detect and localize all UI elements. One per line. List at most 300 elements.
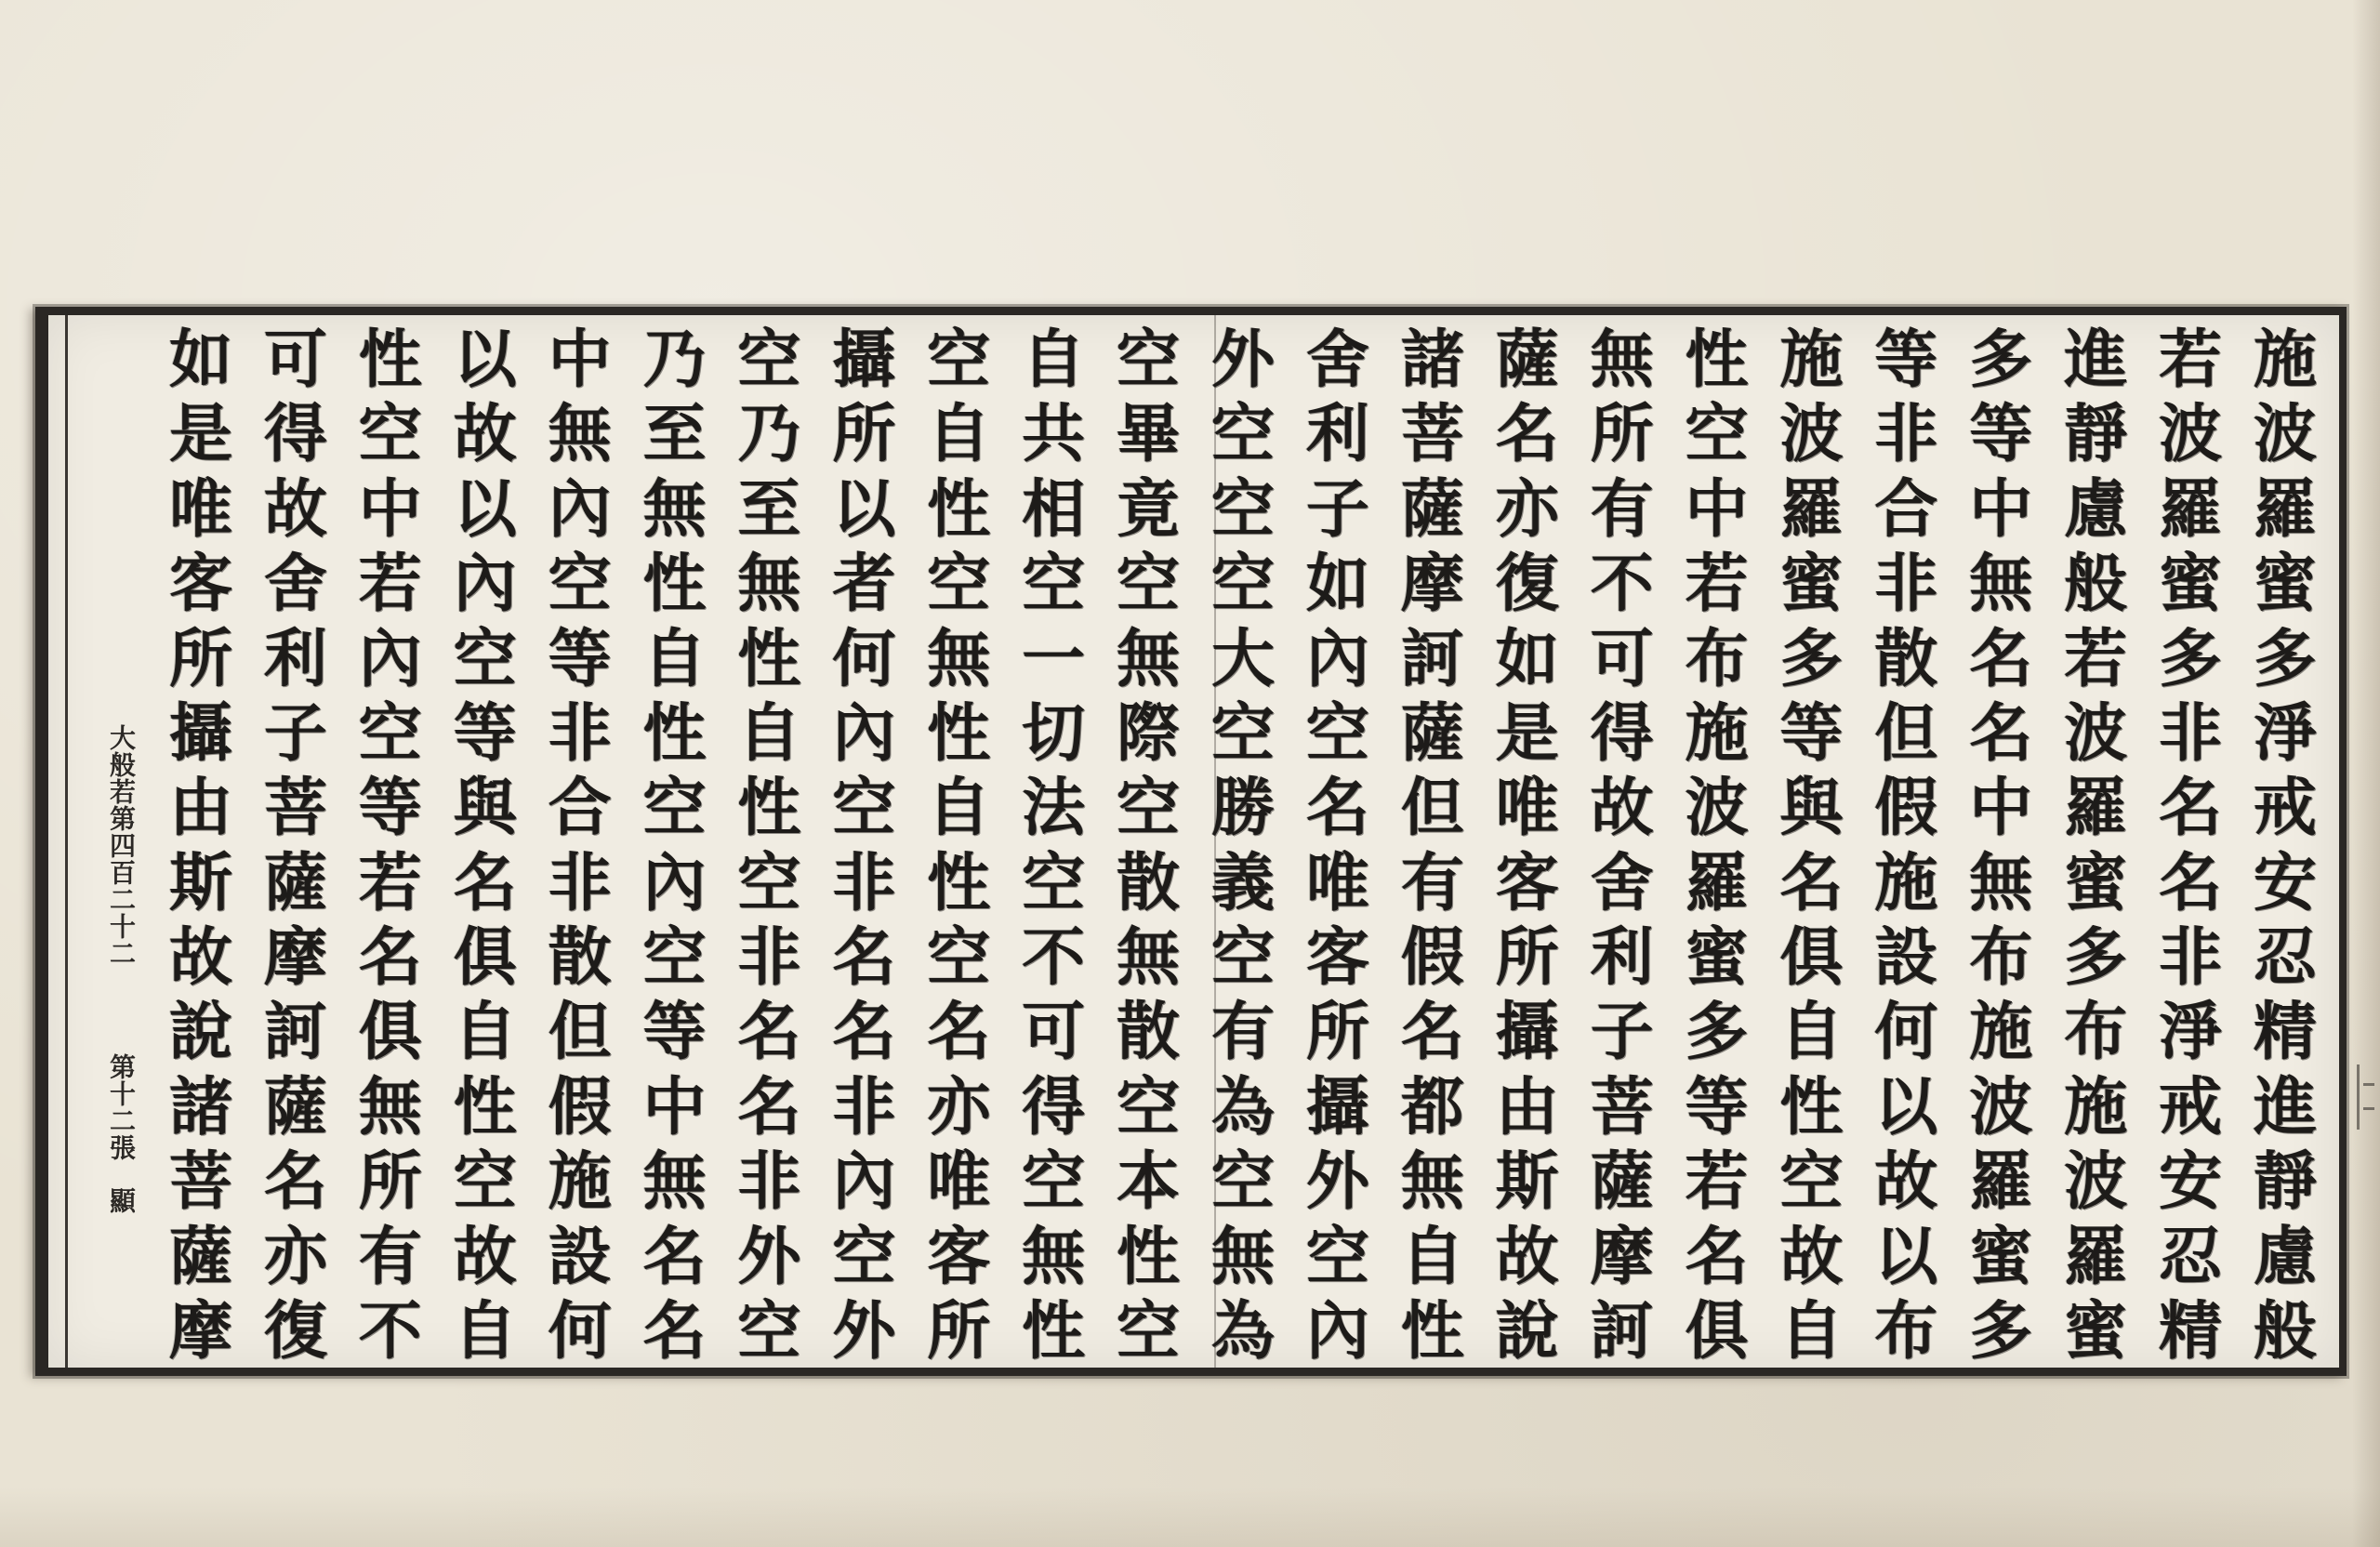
text-glyph: 名 [737, 996, 801, 1070]
printed-block-frame [35, 307, 2347, 1376]
text-glyph: 者 [832, 548, 896, 622]
text-glyph: 空 [1117, 548, 1181, 622]
text-glyph: 無 [737, 548, 801, 622]
text-glyph: 故 [1779, 1220, 1844, 1294]
text-glyph: 安 [2253, 846, 2317, 920]
text-glyph: 何 [832, 622, 896, 696]
text-column [1676, 324, 1758, 1368]
text-glyph: 薩 [168, 1220, 232, 1294]
text-column [918, 324, 999, 1368]
text-glyph: 內 [358, 622, 422, 696]
text-glyph: 性 [1117, 1220, 1181, 1294]
text-glyph: 若 [2064, 622, 2128, 696]
text-column [634, 324, 716, 1368]
text-glyph: 諸 [1400, 324, 1464, 397]
text-glyph: 切 [1022, 696, 1086, 771]
text-glyph: 客 [1495, 846, 1559, 920]
text-glyph: 非 [548, 846, 612, 920]
text-glyph: 舍 [1590, 846, 1654, 920]
text-glyph: 名 [1969, 622, 2033, 696]
text-column [539, 324, 621, 1368]
text-glyph: 故 [453, 398, 517, 472]
text-glyph: 安 [2159, 1145, 2223, 1220]
text-glyph: 合 [1874, 472, 1938, 547]
text-glyph: 自 [642, 622, 707, 696]
text-glyph: 般 [2253, 1294, 2317, 1368]
text-column [2055, 324, 2136, 1368]
page-bottom-edge [0, 1488, 2380, 1547]
text-glyph: 無 [1117, 921, 1181, 995]
text-glyph: 薩 [263, 846, 327, 920]
text-glyph: 若 [358, 846, 422, 920]
text-glyph: 無 [1210, 1220, 1275, 1294]
text-glyph: 由 [168, 772, 232, 846]
text-glyph: 名 [453, 846, 517, 920]
text-glyph: 相 [1022, 472, 1086, 547]
text-column [1865, 324, 1947, 1368]
text-glyph: 性 [737, 772, 801, 846]
text-glyph: 以 [453, 472, 517, 547]
text-glyph: 可 [263, 324, 327, 397]
text-glyph: 名 [1495, 398, 1559, 472]
text-glyph: 空 [927, 548, 991, 622]
text-glyph: 波 [1685, 772, 1749, 846]
text-glyph: 空 [1685, 398, 1749, 472]
text-glyph: 名 [1305, 772, 1369, 846]
text-glyph: 無 [1400, 1145, 1464, 1220]
text-glyph: 如 [1495, 622, 1559, 696]
text-glyph: 有 [1210, 996, 1275, 1070]
text-glyph: 所 [1305, 996, 1369, 1070]
text-glyph: 俱 [453, 921, 517, 995]
text-glyph: 施 [1969, 996, 2033, 1070]
page-fold-shadow [2352, 0, 2380, 1547]
text-column [2149, 324, 2231, 1368]
text-glyph: 性 [1779, 1070, 1844, 1144]
text-glyph: 蜜 [1779, 548, 1844, 622]
text-glyph: 忍 [2253, 921, 2317, 995]
text-glyph: 空 [927, 921, 991, 995]
text-glyph: 等 [358, 772, 422, 846]
text-glyph: 竟 [1117, 472, 1181, 547]
text-glyph: 唯 [1495, 772, 1559, 846]
text-column [1960, 324, 2042, 1368]
text-glyph: 訶 [1400, 622, 1464, 696]
text-glyph: 波 [2064, 1145, 2128, 1220]
text-column [1297, 324, 1379, 1368]
text-glyph: 復 [1495, 548, 1559, 622]
text-glyph: 若 [2159, 324, 2223, 397]
text-glyph: 名 [927, 996, 991, 1070]
text-glyph: 無 [358, 1070, 422, 1144]
text-glyph: 性 [642, 548, 707, 622]
margin-carver-mark: 顯 [106, 1187, 137, 1214]
text-glyph: 性 [927, 472, 991, 547]
text-glyph: 所 [832, 398, 896, 472]
text-glyph: 設 [548, 1220, 612, 1294]
text-glyph: 義 [1210, 846, 1275, 920]
text-glyph: 可 [1590, 622, 1654, 696]
text-glyph: 空 [1117, 1294, 1181, 1368]
text-glyph: 俱 [1685, 1294, 1749, 1368]
text-glyph: 中 [358, 472, 422, 547]
text-column [728, 324, 810, 1368]
text-glyph: 施 [1779, 324, 1844, 397]
text-glyph: 多 [2159, 622, 2223, 696]
text-glyph: 但 [548, 996, 612, 1070]
text-glyph: 蜜 [1969, 1220, 2033, 1294]
text-glyph: 精 [2159, 1294, 2223, 1368]
margin-page-number: 第十二張 [106, 1053, 137, 1161]
text-column [1770, 324, 1852, 1368]
text-glyph: 菩 [1590, 1070, 1654, 1144]
text-glyph: 內 [1305, 622, 1369, 696]
text-glyph: 故 [1590, 772, 1654, 846]
text-glyph: 有 [358, 1220, 422, 1294]
text-glyph: 空 [1210, 472, 1275, 547]
text-glyph: 進 [2064, 324, 2128, 397]
text-glyph: 非 [737, 1145, 801, 1220]
text-glyph: 客 [927, 1220, 991, 1294]
text-glyph: 等 [1874, 324, 1938, 397]
text-glyph: 摩 [1400, 548, 1464, 622]
text-glyph: 唯 [168, 472, 232, 547]
text-glyph: 故 [263, 472, 327, 547]
text-glyph: 空 [1305, 1220, 1369, 1294]
text-glyph: 為 [1210, 1070, 1275, 1144]
text-glyph: 羅 [2253, 472, 2317, 547]
text-glyph: 散 [1117, 846, 1181, 920]
text-glyph: 空 [548, 548, 612, 622]
text-glyph: 施 [1874, 846, 1938, 920]
text-glyph: 空 [1210, 1145, 1275, 1220]
text-column [1581, 324, 1663, 1368]
text-glyph: 名 [263, 1145, 327, 1220]
text-glyph: 蜜 [2253, 548, 2317, 622]
text-glyph: 至 [642, 398, 707, 472]
text-glyph: 與 [1779, 772, 1844, 846]
text-glyph: 多 [1779, 622, 1844, 696]
text-glyph: 無 [1022, 1220, 1086, 1294]
text-glyph: 多 [1685, 996, 1749, 1070]
text-glyph: 蜜 [2064, 846, 2128, 920]
text-glyph: 空 [453, 622, 517, 696]
text-glyph: 得 [1022, 1070, 1086, 1144]
text-glyph: 多 [1969, 1294, 2033, 1368]
text-glyph: 以 [1874, 1220, 1938, 1294]
text-glyph: 畢 [1117, 398, 1181, 472]
text-glyph: 唯 [1305, 846, 1369, 920]
text-glyph: 但 [1874, 696, 1938, 771]
text-glyph: 進 [2253, 1070, 2317, 1144]
text-column [255, 324, 337, 1368]
text-glyph: 外 [1210, 324, 1275, 397]
text-glyph: 空 [832, 1220, 896, 1294]
text-column [444, 324, 526, 1368]
text-glyph: 布 [1685, 622, 1749, 696]
text-glyph: 訶 [1590, 1294, 1654, 1368]
text-glyph: 慮 [2064, 472, 2128, 547]
text-glyph: 淨 [2159, 996, 2223, 1070]
text-column [1487, 324, 1568, 1368]
text-glyph: 法 [1022, 772, 1086, 846]
text-glyph: 攝 [832, 324, 896, 397]
text-glyph: 外 [1305, 1145, 1369, 1220]
text-glyph: 名 [642, 1294, 707, 1368]
text-column [1107, 324, 1189, 1368]
text-glyph: 故 [1495, 1220, 1559, 1294]
text-glyph: 等 [1779, 696, 1844, 771]
text-glyph: 勝 [1210, 772, 1275, 846]
text-glyph: 無 [1590, 324, 1654, 397]
text-glyph: 摩 [263, 921, 327, 995]
text-glyph: 利 [263, 622, 327, 696]
text-glyph: 性 [1685, 324, 1749, 397]
text-glyph: 布 [1969, 921, 2033, 995]
text-glyph: 性 [927, 696, 991, 771]
text-glyph: 非 [832, 846, 896, 920]
text-glyph: 羅 [1685, 846, 1749, 920]
text-glyph: 無 [1969, 846, 2033, 920]
text-glyph: 是 [168, 398, 232, 472]
text-glyph: 若 [1685, 1145, 1749, 1220]
text-glyph: 利 [1305, 398, 1369, 472]
text-glyph: 空 [453, 1145, 517, 1220]
text-glyph: 散 [1874, 622, 1938, 696]
text-glyph: 羅 [2064, 772, 2128, 846]
text-glyph: 空 [927, 324, 991, 397]
text-glyph: 淨 [2253, 696, 2317, 771]
text-glyph: 中 [642, 1070, 707, 1144]
text-column [2244, 324, 2326, 1368]
text-glyph: 以 [453, 324, 517, 397]
text-glyph: 薩 [1400, 696, 1464, 771]
text-glyph: 內 [1305, 1294, 1369, 1368]
text-glyph: 薩 [1495, 324, 1559, 397]
text-glyph: 以 [832, 472, 896, 547]
text-glyph: 空 [1117, 772, 1181, 846]
text-glyph: 空 [1210, 696, 1275, 771]
text-glyph: 靜 [2253, 1145, 2317, 1220]
text-glyph: 性 [642, 696, 707, 771]
text-glyph: 內 [642, 846, 707, 920]
text-column [1392, 324, 1474, 1368]
text-glyph: 攝 [1495, 996, 1559, 1070]
text-glyph: 若 [1685, 548, 1749, 622]
text-glyph: 性 [453, 1070, 517, 1144]
text-glyph: 亦 [263, 1220, 327, 1294]
text-glyph: 不 [358, 1294, 422, 1368]
text-glyph: 復 [263, 1294, 327, 1368]
text-glyph: 內 [548, 472, 612, 547]
text-glyph: 舍 [263, 548, 327, 622]
text-glyph: 內 [832, 696, 896, 771]
text-glyph: 性 [358, 324, 422, 397]
text-glyph: 所 [927, 1294, 991, 1368]
text-glyph: 蜜 [1685, 921, 1749, 995]
text-glyph: 亦 [1495, 472, 1559, 547]
text-glyph: 自 [1779, 1294, 1844, 1368]
text-glyph: 施 [2064, 1070, 2128, 1144]
text-glyph: 慮 [2253, 1220, 2317, 1294]
text-glyph: 故 [168, 921, 232, 995]
text-glyph: 名 [1779, 846, 1844, 920]
text-glyph: 非 [2159, 921, 2223, 995]
text-glyph: 空 [1022, 548, 1086, 622]
text-glyph: 波 [2253, 398, 2317, 472]
text-glyph: 合 [548, 772, 612, 846]
text-glyph: 可 [1022, 996, 1086, 1070]
text-glyph: 空 [737, 1294, 801, 1368]
text-column [160, 324, 242, 1368]
text-glyph: 般 [2064, 548, 2128, 622]
text-glyph: 得 [1590, 696, 1654, 771]
text-glyph: 自 [1400, 1220, 1464, 1294]
text-glyph: 蜜 [2159, 548, 2223, 622]
text-glyph: 際 [1117, 696, 1181, 771]
text-glyph: 名 [737, 1070, 801, 1144]
text-glyph: 以 [1874, 1070, 1938, 1144]
text-glyph: 但 [1400, 772, 1464, 846]
text-glyph: 外 [737, 1220, 801, 1294]
text-glyph: 非 [1874, 548, 1938, 622]
text-glyph: 空 [737, 846, 801, 920]
text-glyph: 都 [1400, 1070, 1464, 1144]
text-glyph: 中 [548, 324, 612, 397]
text-glyph: 共 [1022, 398, 1086, 472]
text-glyph: 多 [1969, 324, 2033, 397]
text-glyph: 波 [1779, 398, 1844, 472]
text-glyph: 無 [1969, 548, 2033, 622]
text-glyph: 空 [1210, 921, 1275, 995]
text-glyph: 空 [1210, 398, 1275, 472]
text-glyph: 空 [1305, 696, 1369, 771]
text-glyph: 俱 [358, 996, 422, 1070]
text-glyph: 大 [1210, 622, 1275, 696]
text-glyph: 性 [927, 846, 991, 920]
text-glyph: 名 [2159, 846, 2223, 920]
text-glyph: 摩 [1590, 1220, 1654, 1294]
text-glyph: 多 [2253, 622, 2317, 696]
text-glyph: 非 [1874, 398, 1938, 472]
text-glyph: 所 [1590, 398, 1654, 472]
text-glyph: 空 [1022, 846, 1086, 920]
edge-mark [2357, 1064, 2378, 1130]
text-glyph: 戒 [2159, 1070, 2223, 1144]
text-glyph: 摩 [168, 1294, 232, 1368]
text-glyph: 空 [1117, 324, 1181, 397]
text-glyph: 乃 [737, 398, 801, 472]
text-glyph: 自 [1779, 996, 1844, 1070]
text-glyph: 中 [1969, 772, 2033, 846]
text-glyph: 羅 [1969, 1145, 2033, 1220]
text-glyph: 說 [168, 996, 232, 1070]
text-glyph: 一 [1022, 622, 1086, 696]
text-glyph: 名 [832, 996, 896, 1070]
text-glyph: 子 [1305, 472, 1369, 547]
text-glyph: 精 [2253, 996, 2317, 1070]
text-glyph: 羅 [1779, 472, 1844, 547]
text-glyph: 空 [1117, 1070, 1181, 1144]
text-glyph: 諸 [168, 1070, 232, 1144]
text-glyph: 所 [168, 622, 232, 696]
text-glyph: 無 [927, 622, 991, 696]
text-glyph: 等 [1969, 398, 2033, 472]
text-glyph: 施 [2253, 324, 2317, 397]
text-glyph: 舍 [1305, 324, 1369, 397]
text-glyph: 散 [1117, 996, 1181, 1070]
text-glyph: 子 [1590, 996, 1654, 1070]
text-glyph: 波 [2064, 696, 2128, 771]
text-glyph: 空 [832, 772, 896, 846]
text-glyph: 空 [358, 398, 422, 472]
text-glyph: 故 [453, 1220, 517, 1294]
text-glyph: 故 [1874, 1145, 1938, 1220]
text-glyph: 等 [642, 996, 707, 1070]
text-glyph: 薩 [1590, 1145, 1654, 1220]
text-glyph: 斯 [1495, 1145, 1559, 1220]
text-glyph: 攝 [1305, 1070, 1369, 1144]
text-glyph: 俱 [1779, 921, 1844, 995]
text-glyph: 等 [1685, 1070, 1749, 1144]
text-glyph: 自 [737, 696, 801, 771]
text-glyph: 施 [1685, 696, 1749, 771]
text-glyph: 假 [1400, 921, 1464, 995]
text-glyph: 無 [548, 398, 612, 472]
text-glyph: 名 [2159, 772, 2223, 846]
text-glyph: 斯 [168, 846, 232, 920]
text-glyph: 子 [263, 696, 327, 771]
text-glyph: 空 [737, 324, 801, 397]
text-body [160, 324, 2326, 1368]
text-glyph: 內 [832, 1145, 896, 1220]
text-glyph: 利 [1590, 921, 1654, 995]
text-glyph: 是 [1495, 696, 1559, 771]
text-glyph: 無 [642, 472, 707, 547]
text-glyph: 名 [642, 1220, 707, 1294]
text-glyph: 不 [1022, 921, 1086, 995]
text-glyph: 無 [642, 1145, 707, 1220]
text-glyph: 若 [358, 548, 422, 622]
text-glyph: 波 [2159, 398, 2223, 472]
text-glyph: 自 [927, 398, 991, 472]
text-glyph: 有 [1590, 472, 1654, 547]
text-glyph: 有 [1400, 846, 1464, 920]
text-glyph: 性 [737, 622, 801, 696]
text-column [1202, 324, 1284, 1368]
text-glyph: 等 [453, 696, 517, 771]
text-glyph: 羅 [2159, 472, 2223, 547]
text-glyph: 攝 [168, 696, 232, 771]
frame-inner-rule [65, 315, 68, 1368]
text-glyph: 薩 [263, 1070, 327, 1144]
text-glyph: 說 [1495, 1294, 1559, 1368]
text-glyph: 訶 [263, 996, 327, 1070]
text-glyph: 亦 [927, 1070, 991, 1144]
text-column [823, 324, 905, 1368]
text-glyph: 布 [2064, 996, 2128, 1070]
margin-note [100, 724, 141, 1338]
text-glyph: 客 [1305, 921, 1369, 995]
text-glyph: 等 [548, 622, 612, 696]
text-glyph: 假 [1874, 772, 1938, 846]
text-glyph: 自 [1022, 324, 1086, 397]
text-glyph: 至 [737, 472, 801, 547]
text-glyph: 何 [1874, 996, 1938, 1070]
text-glyph: 何 [548, 1294, 612, 1368]
text-glyph: 空 [358, 696, 422, 771]
text-glyph: 與 [453, 772, 517, 846]
